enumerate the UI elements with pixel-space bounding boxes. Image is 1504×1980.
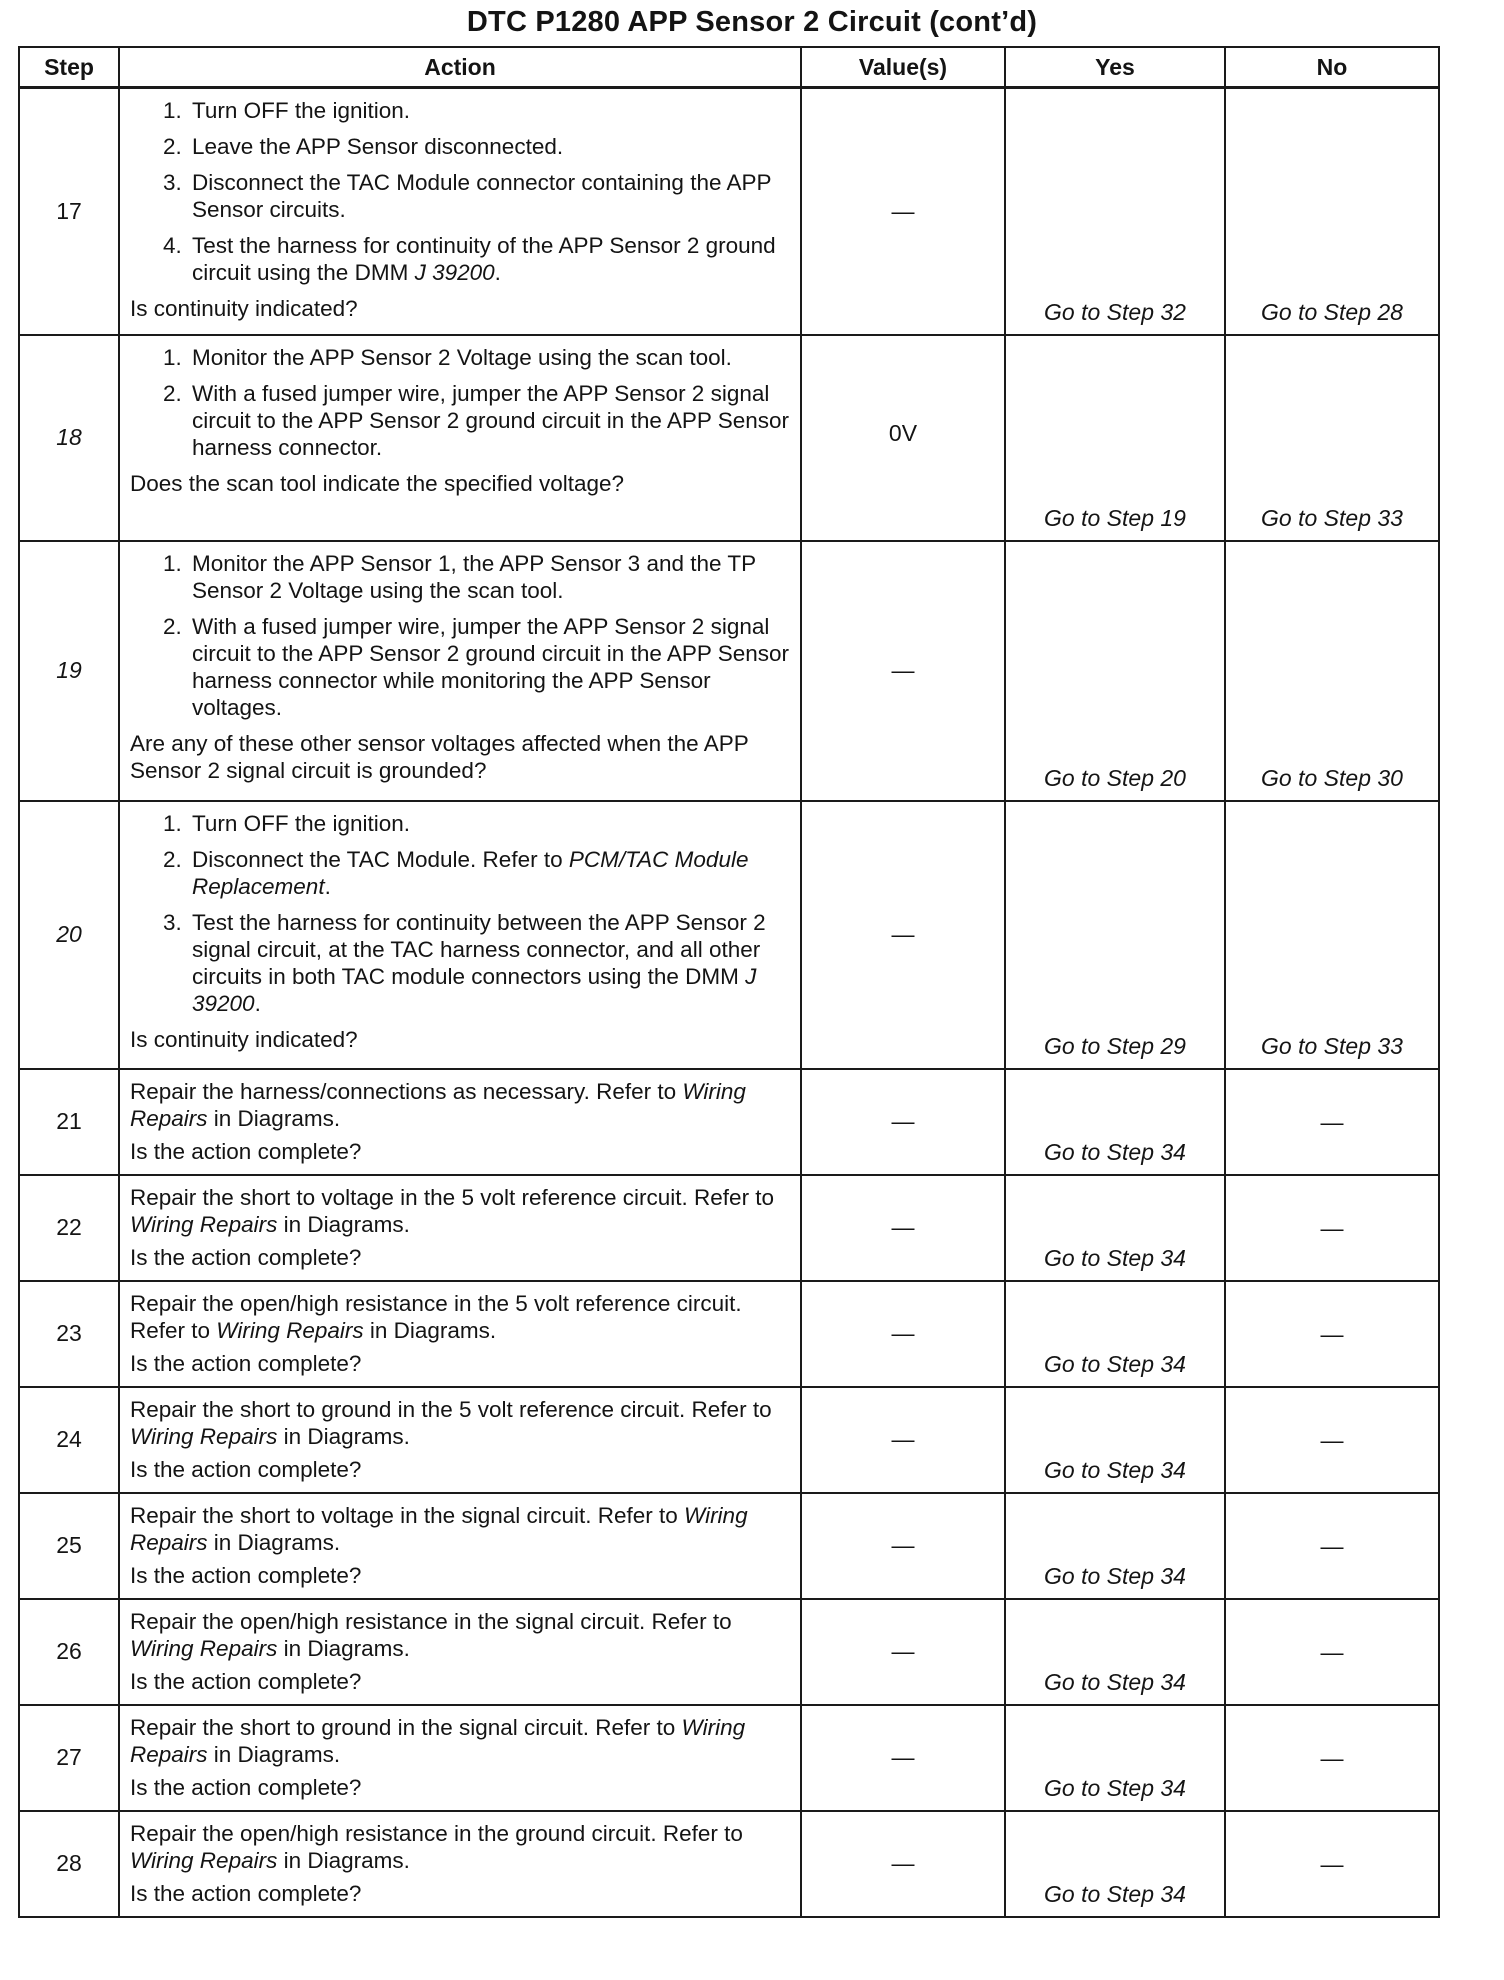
action-item: 1. Monitor the APP Sensor 2 Voltage using the scan tool.: [188, 344, 790, 371]
header-yes: Yes: [1005, 47, 1225, 88]
no-cell: Go to Step 33: [1225, 335, 1439, 541]
action-question: Is the action complete?: [130, 1138, 362, 1164]
action-item: 2. Leave the APP Sensor disconnected.: [188, 133, 790, 160]
value-cell: 0V: [801, 335, 1005, 541]
step-number: 23: [19, 1281, 119, 1387]
action-question: Is continuity indicated?: [130, 296, 358, 321]
action-question: Is the action complete?: [130, 1774, 362, 1800]
yes-cell: Go to Step 34: [1005, 1387, 1225, 1493]
no-cell: Go to Step 33: [1225, 801, 1439, 1069]
table-row: [19, 1387, 1439, 1493]
action-question: Does the scan tool indicate the specified voltage?: [130, 470, 625, 496]
action-cell: [119, 1175, 801, 1281]
header-step: Step: [19, 47, 119, 88]
value-cell: —: [801, 1599, 1005, 1705]
table-row: [19, 1281, 1439, 1387]
action-text: Repair the open/high resistance in the ground circuit. Refer to Wiring Repairs in Diagrams.: [130, 1820, 743, 1873]
table-row: [19, 541, 1439, 801]
action-question: Is the action complete?: [130, 1880, 362, 1906]
action-cell: [119, 1811, 801, 1917]
no-cell: —: [1225, 1281, 1439, 1387]
value-cell: —: [801, 1175, 1005, 1281]
header-no: No: [1225, 47, 1439, 88]
table-row: [19, 1175, 1439, 1281]
header-row: [19, 47, 1439, 88]
action-cell: [119, 1705, 801, 1811]
step-number: 24: [19, 1387, 119, 1493]
value-cell: —: [801, 1069, 1005, 1175]
table-row: [19, 801, 1439, 1069]
value-cell: —: [801, 1281, 1005, 1387]
action-item: 3. Test the harness for continuity between the APP Sensor 2 signal circuit, at the TAC harness connector, and all other circuits in both TAC module connectors using the DMM J 39200.: [188, 909, 790, 1017]
action-item: 2. With a fused jumper wire, jumper the APP Sensor 2 signal circuit to the APP Sensor 2 ground circuit in the APP Sensor harness connector.: [188, 380, 790, 461]
action-text: Repair the short to voltage in the 5 volt reference circuit. Refer to Wiring Repairs in Diagrams.: [130, 1184, 775, 1237]
action-question: Is the action complete?: [130, 1562, 362, 1588]
no-cell: —: [1225, 1811, 1439, 1917]
table-row: [19, 1493, 1439, 1599]
step-number: 27: [19, 1705, 119, 1811]
yes-cell: Go to Step 34: [1005, 1705, 1225, 1811]
no-cell: —: [1225, 1069, 1439, 1175]
header-values: Value(s): [801, 47, 1005, 88]
yes-cell: Go to Step 20: [1005, 541, 1225, 801]
value-cell: —: [801, 88, 1005, 335]
no-cell: —: [1225, 1705, 1439, 1811]
value-cell: —: [801, 541, 1005, 801]
value-cell: —: [801, 1387, 1005, 1493]
step-number: 18: [19, 335, 119, 541]
no-cell: Go to Step 30: [1225, 541, 1439, 801]
action-cell: [119, 335, 801, 541]
yes-cell: Go to Step 34: [1005, 1811, 1225, 1917]
value-cell: —: [801, 1493, 1005, 1599]
step-number: 28: [19, 1811, 119, 1917]
action-item: 2. With a fused jumper wire, jumper the APP Sensor 2 signal circuit to the APP Sensor 2 ground circuit in the APP Sensor harness connector while monitoring the APP Sensor voltages.: [188, 613, 790, 721]
page-title: DTC P1280 APP Sensor 2 Circuit (cont’d): [466, 6, 1038, 38]
table-row: [19, 1705, 1439, 1811]
action-question: Are any of these other sensor voltages affected when the APP Sensor 2 signal circuit is grounded?: [130, 730, 749, 783]
action-text: Repair the short to ground in the 5 volt reference circuit. Refer to Wiring Repairs in Diagrams.: [130, 1396, 772, 1449]
action-question: Is the action complete?: [130, 1350, 362, 1376]
step-number: 22: [19, 1175, 119, 1281]
action-cell: [119, 1599, 801, 1705]
action-cell: [119, 88, 801, 335]
action-text: Repair the short to voltage in the signal circuit. Refer to Wiring Repairs in Diagrams.: [130, 1502, 748, 1555]
yes-cell: Go to Step 34: [1005, 1069, 1225, 1175]
action-item: 1. Monitor the APP Sensor 1, the APP Sensor 3 and the TP Sensor 2 Voltage using the scan tool.: [188, 550, 790, 604]
yes-cell: Go to Step 19: [1005, 335, 1225, 541]
no-cell: —: [1225, 1493, 1439, 1599]
action-cell: [119, 1281, 801, 1387]
action-cell: [119, 1493, 801, 1599]
action-question: Is the action complete?: [130, 1456, 362, 1482]
action-item: 1. Turn OFF the ignition.: [188, 97, 790, 124]
yes-cell: Go to Step 32: [1005, 88, 1225, 335]
no-cell: —: [1225, 1387, 1439, 1493]
action-text: Repair the short to ground in the signal circuit. Refer to Wiring Repairs in Diagrams.: [130, 1714, 746, 1767]
action-cell: [119, 541, 801, 801]
action-text: Repair the harness/connections as necessary. Refer to Wiring Repairs in Diagrams.: [130, 1078, 746, 1131]
action-cell: [119, 1069, 801, 1175]
step-number: 17: [19, 88, 119, 335]
value-cell: —: [801, 1811, 1005, 1917]
yes-cell: Go to Step 34: [1005, 1493, 1225, 1599]
action-item: 2. Disconnect the TAC Module. Refer to PCM/TAC Module Replacement.: [188, 846, 790, 900]
diagnostic-table: [18, 46, 1440, 1918]
action-item: 4. Test the harness for continuity of the APP Sensor 2 ground circuit using the DMM J 39200.: [188, 232, 790, 286]
step-number: 21: [19, 1069, 119, 1175]
action-text: Repair the open/high resistance in the signal circuit. Refer to Wiring Repairs in Diagrams.: [130, 1608, 732, 1661]
table-row: [19, 335, 1439, 541]
no-cell: —: [1225, 1599, 1439, 1705]
header-action: Action: [119, 47, 801, 88]
action-question: Is continuity indicated?: [130, 1026, 358, 1052]
action-question: Is the action complete?: [130, 1668, 362, 1694]
action-cell: [119, 1387, 801, 1493]
step-number: 25: [19, 1493, 119, 1599]
action-cell: [119, 801, 801, 1069]
step-number: 20: [19, 801, 119, 1069]
yes-cell: Go to Step 34: [1005, 1281, 1225, 1387]
table-row: [19, 1599, 1439, 1705]
yes-cell: Go to Step 34: [1005, 1175, 1225, 1281]
table-row: [19, 1811, 1439, 1917]
yes-cell: Go to Step 34: [1005, 1599, 1225, 1705]
yes-cell: Go to Step 29: [1005, 801, 1225, 1069]
no-cell: —: [1225, 1175, 1439, 1281]
no-cell: Go to Step 28: [1225, 88, 1439, 335]
action-question: Is the action complete?: [130, 1244, 362, 1270]
table-row: [19, 1069, 1439, 1175]
value-cell: —: [801, 801, 1005, 1069]
action-item: 3. Disconnect the TAC Module connector containing the APP Sensor circuits.: [188, 169, 790, 223]
step-number: 19: [19, 541, 119, 801]
table-row: [19, 88, 1439, 335]
action-item: 1. Turn OFF the ignition.: [188, 810, 790, 837]
action-text: Repair the open/high resistance in the 5 volt reference circuit. Refer to Wiring Repairs in Diagrams.: [130, 1290, 742, 1343]
step-number: 26: [19, 1599, 119, 1705]
value-cell: —: [801, 1705, 1005, 1811]
